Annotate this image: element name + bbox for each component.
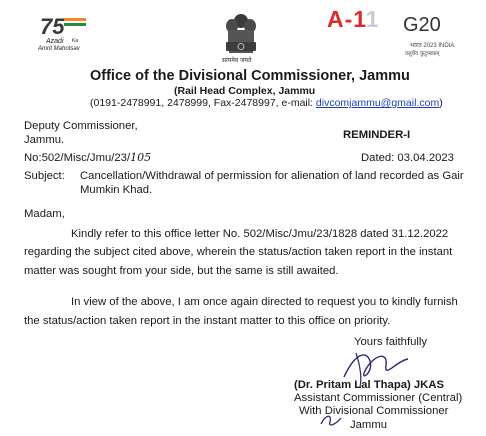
logo-line3: Amrit Mahotsav — [38, 46, 80, 52]
reference-handwritten: 105 — [130, 151, 152, 164]
file-stamp — [327, 6, 380, 33]
closing: Yours faithfully — [354, 336, 428, 348]
subject-line2: Mumkin Khad. — [80, 184, 153, 196]
azadi-ka-amrit-mahotsav-logo — [38, 14, 98, 58]
office-title: Office of the Divisional Commissioner, Jammu — [90, 68, 410, 84]
office-subtitle: (Rail Head Complex, Jammu — [174, 85, 316, 97]
para1-line2: regarding the subject cited above, wherein the status/action taken report in the instant — [24, 246, 453, 258]
office-contact-line — [90, 97, 443, 109]
para2-line2: the status/action taken report in the instant matter to this office on priority. — [24, 315, 391, 327]
logo-line1: Azadi — [46, 38, 64, 45]
signatory-designation: Assistant Commissioner (Central) — [294, 392, 463, 404]
reference-number-text: No:502/Misc/Jmu/23/ — [24, 152, 131, 164]
signatory-city: Jammu — [350, 419, 388, 431]
stamp-text: A-1 — [327, 6, 366, 32]
signatory-name: (Dr. Pritam Lal Thapa) JKAS — [294, 379, 445, 391]
logo-line2: Ka — [72, 38, 79, 44]
signatory-office: With Divisional Commissioner — [299, 405, 449, 417]
logo-stripe-green — [64, 23, 86, 26]
addressee-line1: Deputy Commissioner, — [24, 120, 138, 132]
subject-line1: Cancellation/Withdrawal of permission for alienation of land recorded as Gair — [80, 170, 464, 182]
stamp-overmark: 1 — [365, 6, 380, 32]
g20-sub: वसुधैव कुटुम्बकम् — [405, 51, 440, 57]
g20-caption: भारत 2023 INDIA — [410, 43, 455, 49]
logo-number: 75 — [40, 14, 65, 39]
contact-prefix: (0191-2478991, 2478999, Fax-2478997, e-mail: — [90, 97, 316, 109]
initials-mark — [318, 410, 344, 430]
para2-line1: In view of the above, I am once again directed to request you to kindly furnish — [71, 296, 458, 308]
contact-suffix: ) — [439, 97, 443, 109]
reminder-label: REMINDER-I — [343, 129, 411, 141]
para1-line1: Kindly refer to this office letter No. 502/Misc/Jmu/23/1828 dated 31.12.2022 — [71, 228, 449, 240]
para1-line3: matter was sought from your side, but the same is still awaited. — [24, 265, 339, 277]
emblem-motto: सत्यमेव जयते — [222, 57, 252, 64]
email-link[interactable]: divcomjammu@gmail.com — [315, 97, 440, 109]
reference-number — [24, 151, 151, 165]
addressee-line2: Jammu. — [24, 134, 65, 146]
letter-date: Dated: 03.04.2023 — [361, 152, 454, 164]
logo-stripe-saffron — [64, 18, 86, 21]
subject-label: Subject: — [24, 170, 65, 182]
salutation: Madam, — [24, 208, 65, 220]
g20-mark: G20 — [403, 14, 441, 36]
g20-logo — [403, 12, 463, 62]
national-emblem-icon — [219, 10, 263, 68]
